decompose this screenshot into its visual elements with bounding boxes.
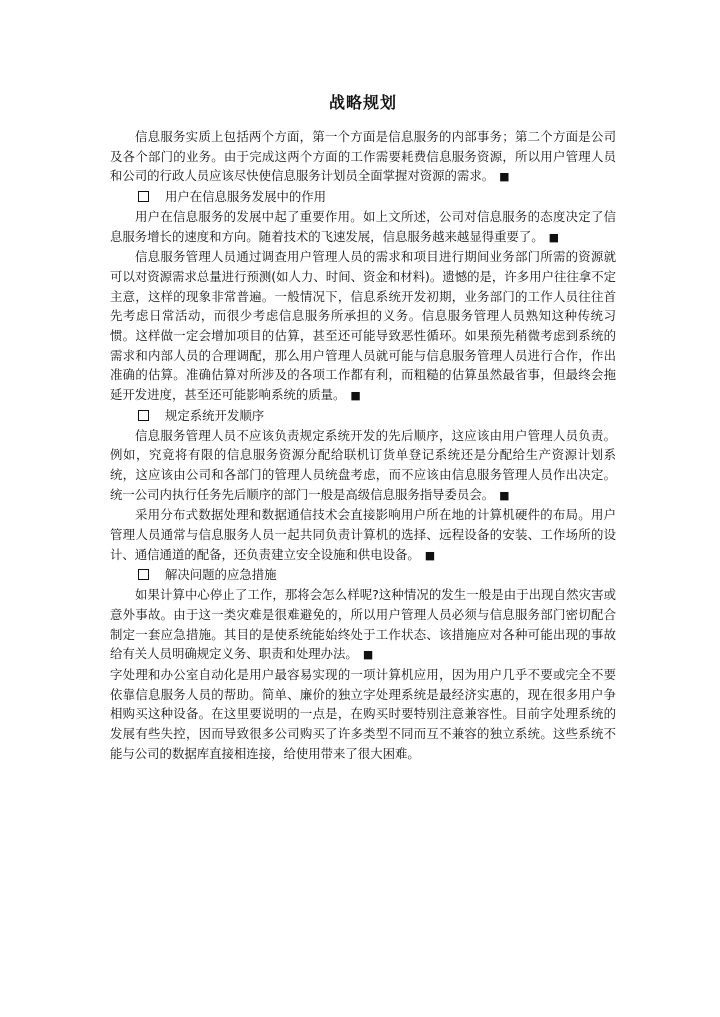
paragraph-6	[110, 585, 616, 665]
paragraph-4-text: 信息服务管理人员不应该负责规定系统开发的先后顺序，这应该由用户管理人员负责。例如，究竟将有限的信息服务资源分配给联机订货单登记系统还是分配给生产资源计划系统，这应该由公司和各部门的管理人员统盘考虑，而不应该由信息服务管理人员作出决定。统一公司内执行任务先后顺序的部门一般是高级信息服务指导委员会。	[110, 427, 616, 502]
paragraph-3	[110, 247, 616, 406]
section-heading-text: 解决问题的应急措施	[165, 567, 277, 583]
end-mark-icon: ■	[350, 389, 361, 403]
paragraph-1-text: 信息服务实质上包括两个方面，第一个方面是信息服务的内部事务；第二个方面是公司及各个部门的业务。由于完成这两个方面的工作需要耗费信息服务资源，所以用户管理人员和公司的行政人员应该尽快使信息服务计划员全面掌握对资源的需求。	[110, 129, 616, 184]
document-page	[110, 0, 616, 763]
paragraph-2	[110, 207, 616, 247]
section-heading-user-role	[110, 187, 616, 207]
paragraph-4	[110, 426, 616, 506]
paragraph-7	[110, 665, 616, 764]
paragraph-1	[110, 127, 616, 187]
hollow-square-icon	[138, 410, 149, 421]
paragraph-6-text: 如果计算中心停止了工作，那将会怎么样呢?这种情况的发生一般是由于出现自然灾害或意外事故。由于这一类灾难是很难避免的，所以用户管理人员必须与信息服务部门密切配合制定一套应急措施。其目的是使系统能始终处于工作状态、该措施应对各种可能出现的事故给有关人员明确规定义务、职责和处理办法。	[110, 587, 616, 662]
hollow-square-icon	[138, 569, 149, 580]
section-heading-emergency	[110, 565, 616, 585]
paragraph-3-text: 信息服务管理人员通过调查用户管理人员的需求和项目进行期间业务部门所需的资源就可以对资源需求总量进行预测(如人力、时间、资金和材料)。遗憾的是，许多用户往往拿不定主意，这样的现象非常普遍。一般情况下，信息系统开发初期，业务部门的工作人员往往首先考虑日常活动，而很少考虑信息服务所承担的义务。信息服务管理人员熟知这种传统习惯。这样做一定会增加项目的估算，甚至还可能导致恶性循环。如果预先稍微考虑到系统的需求和内部人员的合理调配，那么用户管理人员就可能与信息服务管理人员进行合作，作出准确的估算。准确估算对所涉及的各项工作都有利，而粗糙的估算虽然最省事，但最终会拖延开发进度，甚至还可能影响系统的质量。	[110, 249, 616, 403]
document-body	[110, 127, 616, 763]
end-mark-icon: ■	[548, 230, 560, 244]
document-title: 战略规划	[328, 93, 397, 112]
paragraph-2-text: 用户在信息服务的发展中起了重要作用。如上文所述，公司对信息服务的态度决定了信息服务增长的速度和方向。随着技术的飞速发展，信息服务越来越显得重要了。	[110, 208, 616, 244]
end-mark-icon: ■	[499, 488, 510, 502]
end-mark-icon: ■	[499, 170, 510, 184]
end-mark-icon: ■	[424, 548, 436, 562]
end-mark-icon: ■	[362, 648, 374, 662]
hollow-square-icon	[138, 191, 149, 202]
section-heading-dev-order	[110, 406, 616, 426]
section-heading-text: 用户在信息服务发展中的作用	[165, 189, 327, 205]
section-heading-text: 规定系统开发顺序	[165, 407, 265, 423]
paragraph-5-text: 采用分布式数据处理和数据通信技术会直接影响用户所在地的计算机硬件的布局。用户管理人员通常与信息服务人员一起共同负责计算机的选择、远程设备的安装、工作场所的设计、通信通道的配备，还负责建立安全设施和供电设备。	[110, 507, 616, 562]
paragraph-5	[110, 505, 616, 565]
paragraph-7-text: 字处理和办公室自动化是用户最容易实现的一项计算机应用，因为用户几乎不要或完全不要依靠信息服务人员的帮助。简单、廉价的独立字处理系统是最经济实惠的，现在很多用户争相购买这种设备。在这里要说明的一点是，在购买时要特别注意兼容性。目前字处理系统的发展有些失控，因而导致很多公司购买了许多类型不同而互不兼容的独立系统。这些系统不能与公司的数据库直接相连接，给使用带来了很大困难。	[110, 666, 616, 761]
